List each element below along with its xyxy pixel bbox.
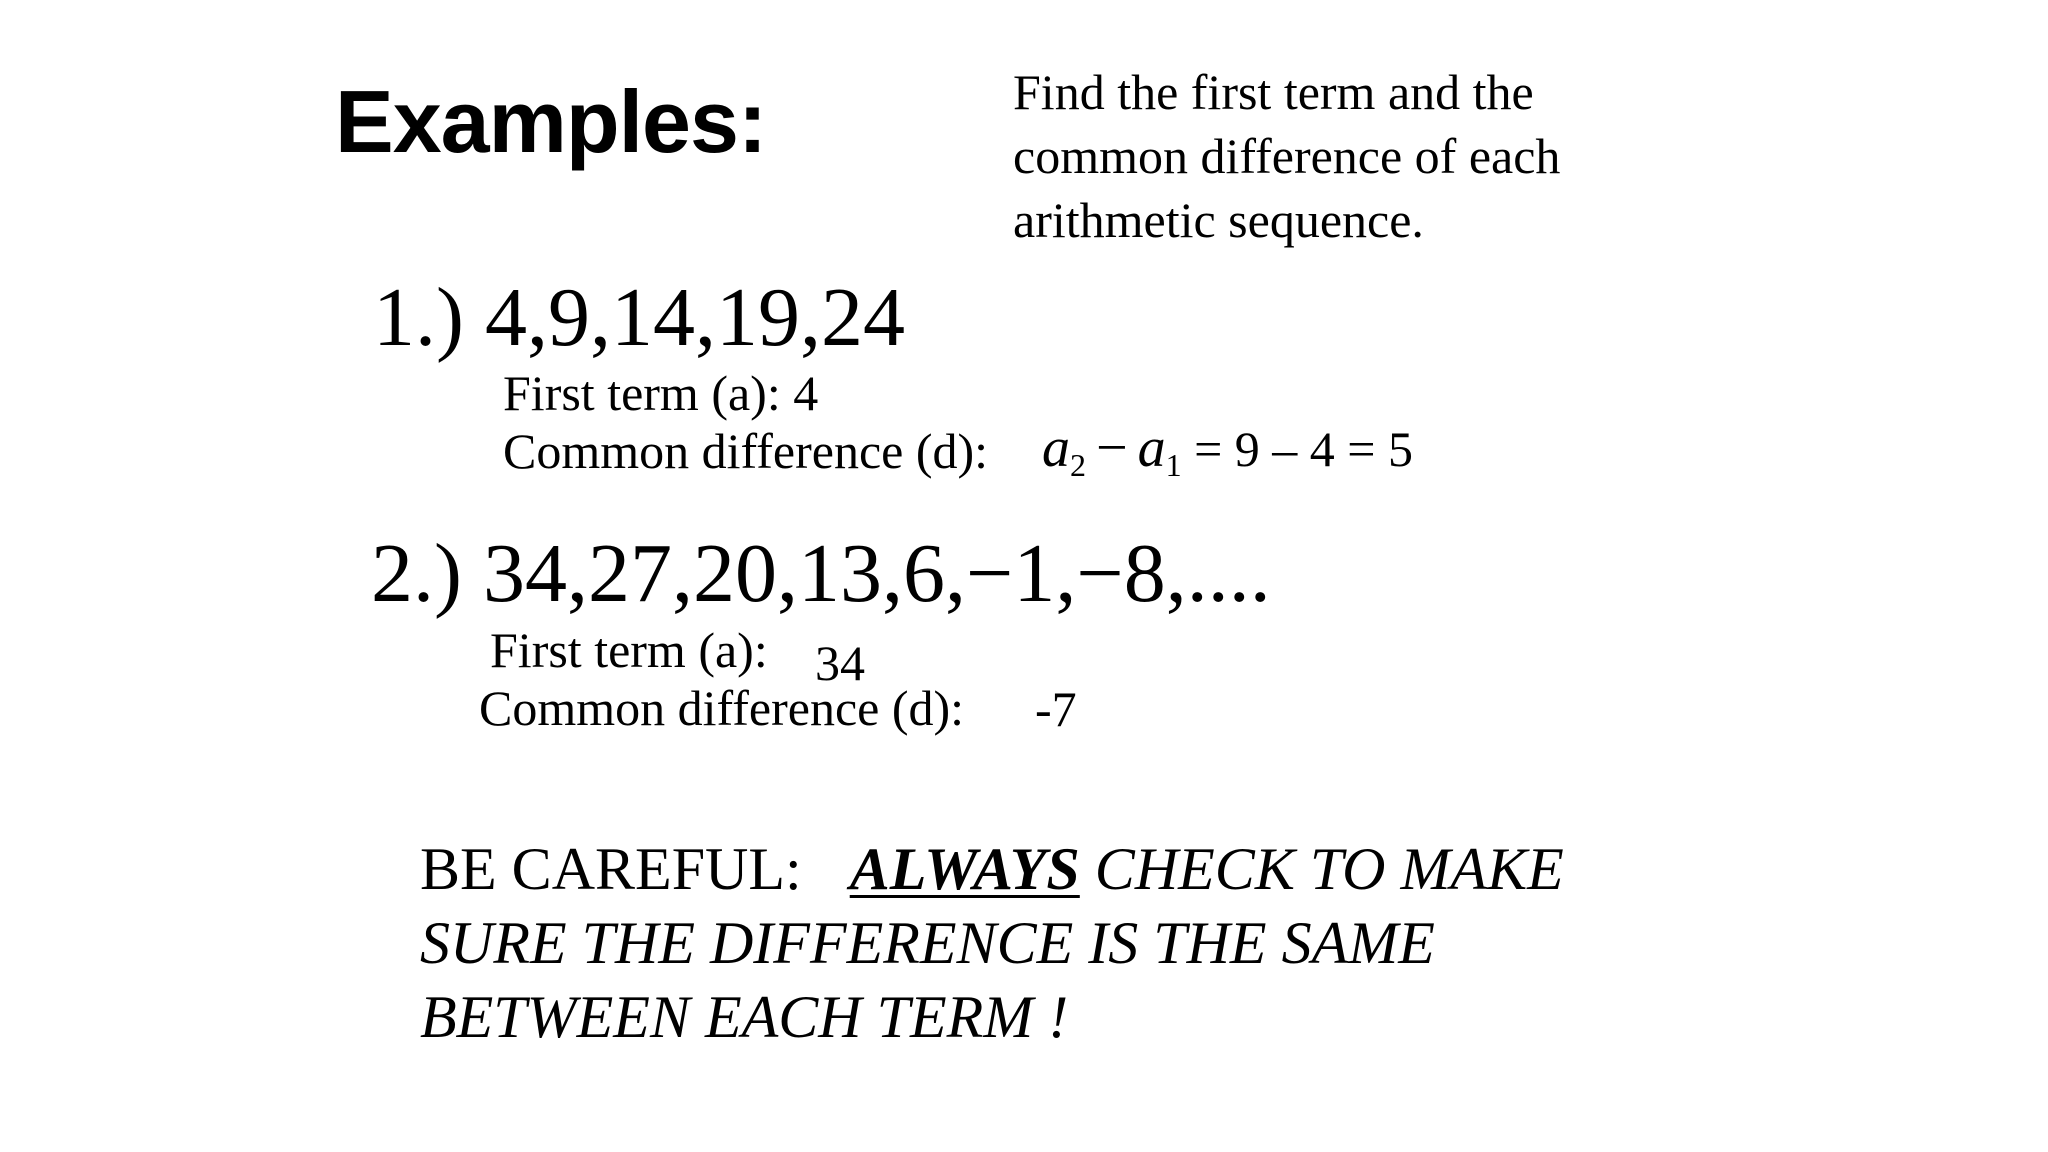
instructions-line-2: common difference of each: [1013, 128, 1561, 184]
example-1-common-difference-label: Common difference (d):: [503, 423, 989, 479]
warning-line-1: [420, 832, 1720, 906]
example-1-sequence: 1.) 4,9,14,19,24: [373, 271, 905, 364]
instructions-line-1: Find the first term and the: [1013, 64, 1534, 120]
formula-var-a1: a: [1137, 417, 1166, 479]
instructions: [1013, 60, 1713, 252]
example-2-first-term-label: First term (a):: [490, 622, 768, 678]
warning-line-2: SURE THE DIFFERENCE IS THE SAME: [420, 910, 1435, 976]
example-1-formula: [1042, 417, 1413, 483]
warning-emphasis: ALWAYS: [849, 836, 1080, 902]
warning-line-3: BETWEEN EACH TERM !: [420, 984, 1069, 1050]
example-2-common-difference-value: -7: [1035, 681, 1077, 737]
formula-sub-2: 2: [1070, 447, 1086, 483]
example-1-first-term: First term (a): 4: [503, 365, 819, 421]
slide-title: Examples:: [335, 72, 767, 171]
instructions-line-3: arithmetic sequence.: [1013, 192, 1424, 248]
example-2-common-difference-label: Common difference (d):: [479, 680, 965, 736]
example-2-first-term-value: 34: [815, 635, 865, 691]
formula-sub-1: 1: [1165, 447, 1182, 483]
formula-result: = 9 – 4 = 5: [1181, 421, 1413, 477]
formula-var-a2: a: [1042, 417, 1070, 479]
warning-note: [420, 832, 1720, 1054]
formula-minus: −: [1096, 417, 1128, 479]
warning-lead: BE CAREFUL:: [420, 836, 802, 902]
example-2-sequence: 2.) 34,27,20,13,6,−1,−8,....: [371, 527, 1271, 620]
warning-line-1-rest: CHECK TO MAKE: [1079, 836, 1564, 902]
